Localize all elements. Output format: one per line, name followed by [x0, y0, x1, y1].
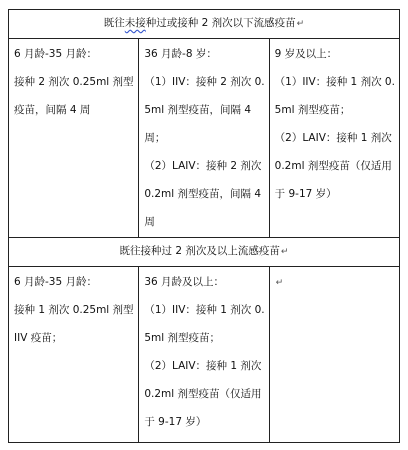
section2-header-text: 既往接种过 2 剂次及以上流感疫苗 — [119, 245, 280, 257]
cell-line: 6 月龄-35 月龄： — [14, 48, 98, 60]
cell-line: （2）LAIV：接种 1 剂次 0.2ml 剂型疫苗（仅适用于 9-17 岁） — [274, 132, 392, 200]
cell-line: 6 月龄-35 月龄： — [14, 276, 98, 288]
section1-header — [9, 10, 400, 39]
paragraph-mark: ↵ — [280, 247, 289, 257]
section1-cell-older — [269, 39, 399, 238]
section-header-row — [9, 238, 400, 267]
section2-cell-empty — [269, 267, 399, 443]
section-header-row — [9, 10, 400, 39]
vaccination-schedule-table — [8, 9, 400, 443]
section1-cell-infant — [9, 39, 139, 238]
section1-cell-child — [139, 39, 269, 238]
cell-line: 接种 1 剂次 0.25ml 剂型 IIV 疫苗； — [14, 304, 134, 344]
cell-line: 9 岁及以上： — [274, 48, 338, 60]
section2-cell-child — [139, 267, 269, 443]
section2-header — [9, 238, 400, 267]
section1-header-underlined: 未接 — [124, 17, 146, 29]
cell-line: 36 月龄及以上： — [144, 276, 225, 288]
cell-line: （2）LAIV：接种 2 剂次 0.2ml 剂型疫苗，间隔 4 周 — [144, 160, 262, 228]
section2-content-row — [9, 267, 400, 443]
cell-line: （1）IIV：接种 2 剂次 0.5ml 剂型疫苗，间隔 4 周； — [144, 76, 265, 144]
section1-header-rest: 种过或接种 2 剂次以下流感疫苗 — [145, 17, 296, 29]
paragraph-mark: ↵ — [296, 19, 305, 29]
section1-content-row — [9, 39, 400, 238]
section1-header-prefix: 既往 — [103, 17, 125, 29]
cell-line: 36 月龄-8 岁： — [144, 48, 217, 60]
section2-cell-infant — [9, 267, 139, 443]
cell-line: 接种 2 剂次 0.25ml 剂型疫苗，间隔 4 周 — [14, 76, 134, 116]
cell-line: （1）IIV：接种 1 剂次 0.5ml 剂型疫苗； — [274, 76, 395, 116]
paragraph-mark: ↵ — [275, 278, 284, 288]
cell-line: （2）LAIV：接种 1 剂次 0.2ml 剂型疫苗（仅适用于 9-17 岁） — [144, 360, 262, 428]
cell-line: （1）IIV：接种 1 剂次 0.5ml 剂型疫苗； — [144, 304, 265, 344]
